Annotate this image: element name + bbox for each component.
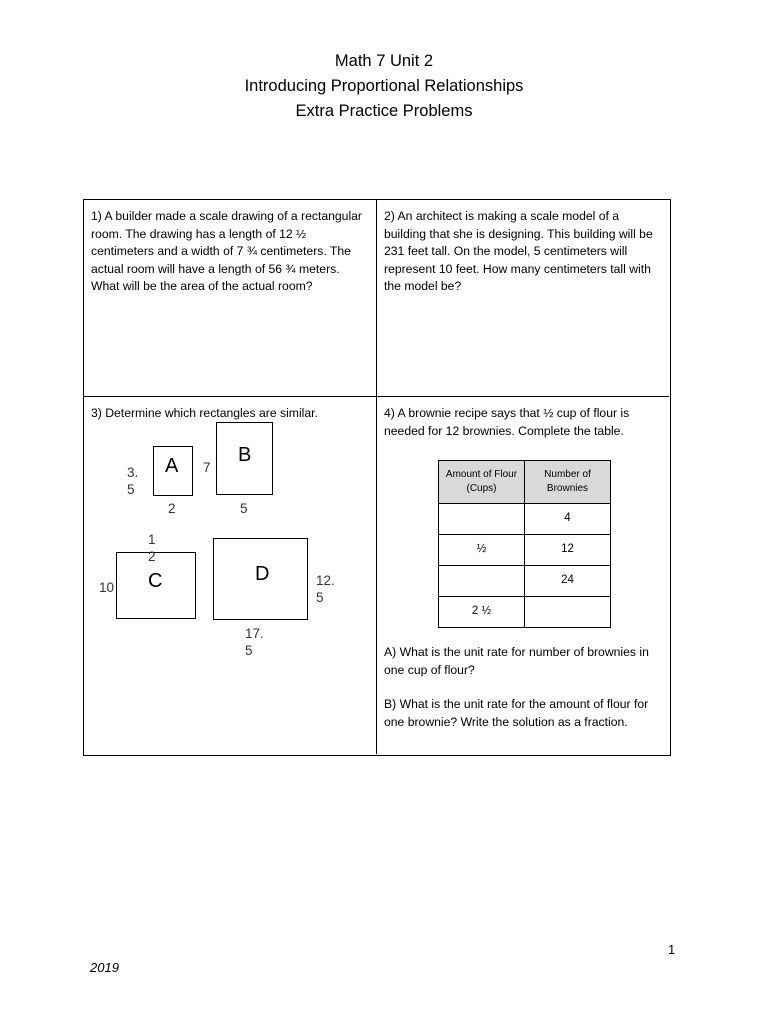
rectangle-c-top: 1 2 — [148, 532, 156, 564]
document-header — [0, 49, 768, 124]
problem-4-text: 4) A brownie recipe says that ½ cup of flour is needed for 12 brownies. Complete the table. — [384, 406, 630, 438]
worksheet-title: Extra Practice Problems — [295, 102, 473, 120]
table-row — [439, 566, 611, 597]
problem-4a-text: A) What is the unit rate for number of brownies in one cup of flour? — [384, 645, 649, 677]
table-cell-flour: ½ — [439, 535, 525, 566]
rectangle-b-label: B — [238, 444, 252, 466]
table-cell-brownies — [525, 597, 611, 628]
rectangle-c — [116, 552, 196, 619]
table-cell-flour — [439, 566, 525, 597]
header-brownies: Number of Brownies — [525, 461, 611, 504]
problem-3-text: 3) Determine which rectangles are similar. — [91, 406, 318, 420]
brownie-table — [438, 460, 611, 628]
rectangle-a-label: A — [165, 455, 179, 477]
table-row — [439, 504, 611, 535]
table-row — [439, 535, 611, 566]
rectangle-a-bottom: 2 — [168, 501, 176, 516]
rectangle-a-side: 3. 5 — [127, 465, 139, 497]
rectangle-b — [216, 422, 273, 495]
table-cell-brownies: 4 — [525, 504, 611, 535]
rectangle-d-label: D — [255, 563, 270, 585]
problem-4b-text: B) What is the unit rate for the amount of flour for one brownie? Write the solution as a fraction. — [384, 697, 649, 729]
problem-1-text: 1) A builder made a scale drawing of a rectangular room. The drawing has a length of 12 ½ centimeters and a width of 7 ¾ centimeters. The actual room will have a length of 56 ¾ meters. What will be the area of the actual room? — [91, 209, 362, 293]
course-title: Math 7 Unit 2 — [334, 52, 434, 70]
problem-grid — [83, 199, 671, 756]
rectangle-d-side: 12. 5 — [316, 573, 335, 605]
table-cell-brownies: 24 — [525, 566, 611, 597]
table-cell-brownies: 12 — [525, 535, 611, 566]
table-cell-flour — [439, 504, 525, 535]
page-number: 1 — [668, 942, 676, 957]
rectangle-d — [213, 538, 308, 620]
rectangle-b-side: 7 — [203, 460, 211, 475]
table-row — [439, 597, 611, 628]
problem-4-cell — [377, 397, 669, 754]
problem-1-cell — [84, 200, 377, 397]
problem-2-text: 2) An architect is making a scale model of a building that she is designing. This building will be 231 feet tall. On the model, 5 centimeters will represent 10 feet. How many centimeters tall with the model be? — [384, 209, 653, 293]
problem-2-cell — [377, 200, 669, 397]
header-flour: Amount of Flour (Cups) — [439, 461, 525, 504]
table-header-row — [439, 461, 611, 504]
rectangle-b-bottom: 5 — [240, 501, 248, 516]
rectangle-c-label: C — [148, 570, 163, 592]
problem-3-cell — [84, 397, 377, 754]
rectangle-a — [153, 446, 193, 496]
table-cell-flour: 2 ½ — [439, 597, 525, 628]
footer-year: 2019 — [90, 960, 119, 975]
rectangle-d-bottom: 17. 5 — [245, 626, 264, 658]
rectangle-c-side: 10 — [99, 580, 115, 595]
unit-title: Introducing Proportional Relationships — [244, 77, 524, 95]
